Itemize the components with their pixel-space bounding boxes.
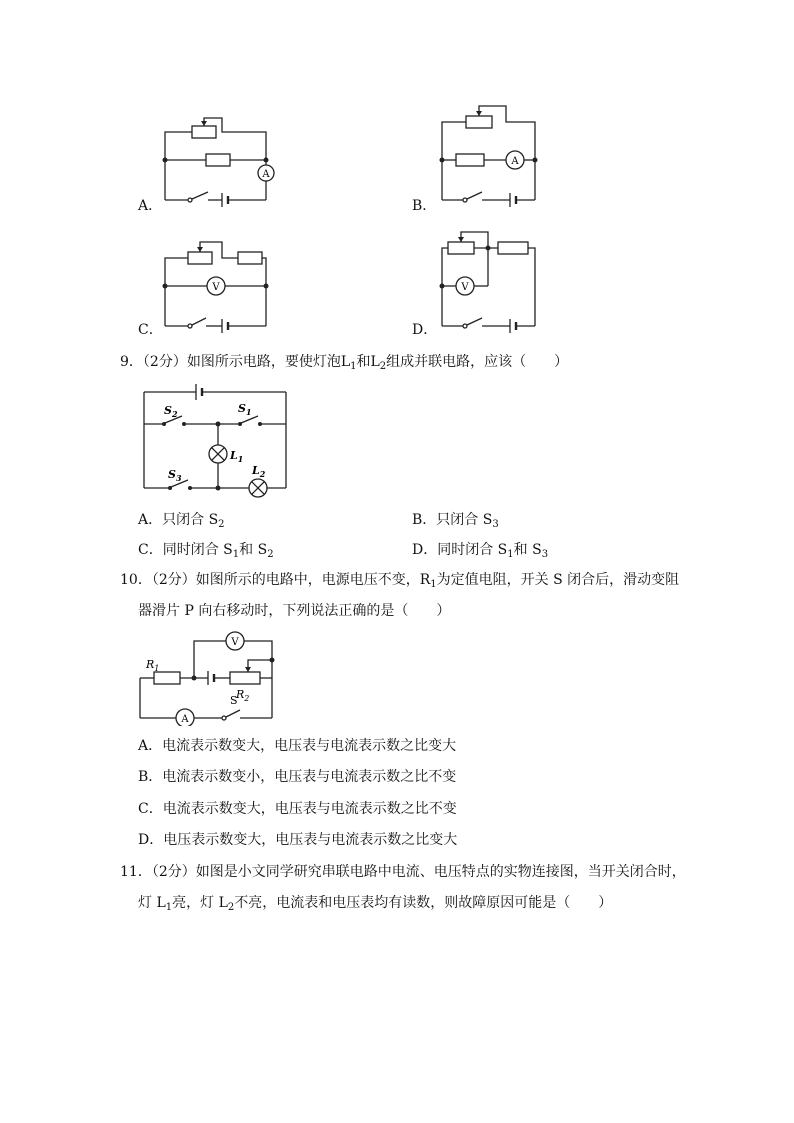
q10-stem-line1: 10．（2分）如图所示的电路中，电源电压不变，$R_1$为定值电阻，开关 S 闭合后，滑动变阻: [120, 572, 680, 590]
ammeter-label: A: [262, 169, 270, 180]
l2-label: $L_2$: [252, 464, 266, 479]
q10-option-c: C．电流表示数变大，电压表与电流表示数之比不变: [138, 801, 457, 817]
q10-option-b: B．电流表示数变小，电压表与电流表示数之比不变: [138, 769, 457, 785]
q8-option-b-circuit: [430, 100, 570, 212]
q9-option-c: C．同时闭合 $S_1$和 $S_2$: [138, 542, 274, 560]
s-label: S: [230, 694, 238, 707]
q9-option-d: D．同时闭合 $S_1$和 $S_3$: [412, 542, 549, 560]
q9-stem: 9．（2分）如图所示电路，要使灯泡$L_1$和$L_2$组成并联电路，应该（ ）: [120, 354, 569, 372]
q10-option-d: D．电压表示数变大，电压表与电流表示数之比变大: [138, 832, 458, 848]
q8-option-a-label: A．: [138, 198, 163, 214]
voltmeter-label: V: [461, 282, 469, 293]
r1-label: $R_1$: [146, 658, 160, 673]
q9-circuit: [138, 382, 298, 498]
s3-label: $S_3$: [168, 468, 182, 483]
ammeter-label: A: [181, 714, 189, 725]
s2-label: $S_2$: [164, 404, 178, 419]
voltmeter-label: V: [231, 637, 239, 648]
l1-label: $L_1$: [230, 449, 244, 464]
q8-option-a-circuit: [150, 108, 290, 218]
q11-stem-line1: 11．（2分）如图是小文同学研究串联电路中电流、电压特点的实物连接图，当开关闭合时，: [120, 864, 686, 880]
q8-option-b-label: B．: [412, 198, 437, 214]
q10-circuit: [136, 626, 286, 726]
ammeter-label: A: [511, 156, 519, 167]
q9-option-b: B．只闭合 $S_3$: [412, 512, 499, 530]
s1-label: $S_1$: [238, 402, 252, 417]
q10-stem-line2: 器滑片 P 向右移动时，下列说法正确的是（ ）: [138, 603, 451, 619]
voltmeter-label: V: [212, 282, 220, 293]
q10-option-a: A．电流表示数变大，电压表与电流表示数之比变大: [138, 738, 457, 754]
q8-option-c-label: C．: [138, 322, 163, 338]
q8-option-d-circuit: [430, 226, 570, 338]
q8-option-c-circuit: [150, 232, 290, 344]
q9-option-a: A．只闭合 $S_2$: [138, 512, 225, 530]
q11-stem-line2: 灯 $L_1$亮，灯 $L_2$不亮，电流表和电压表均有读数，则故障原因可能是（ ）: [138, 895, 613, 913]
r2-label: $R_2$: [236, 688, 250, 703]
q8-option-d-label: D．: [412, 322, 438, 338]
